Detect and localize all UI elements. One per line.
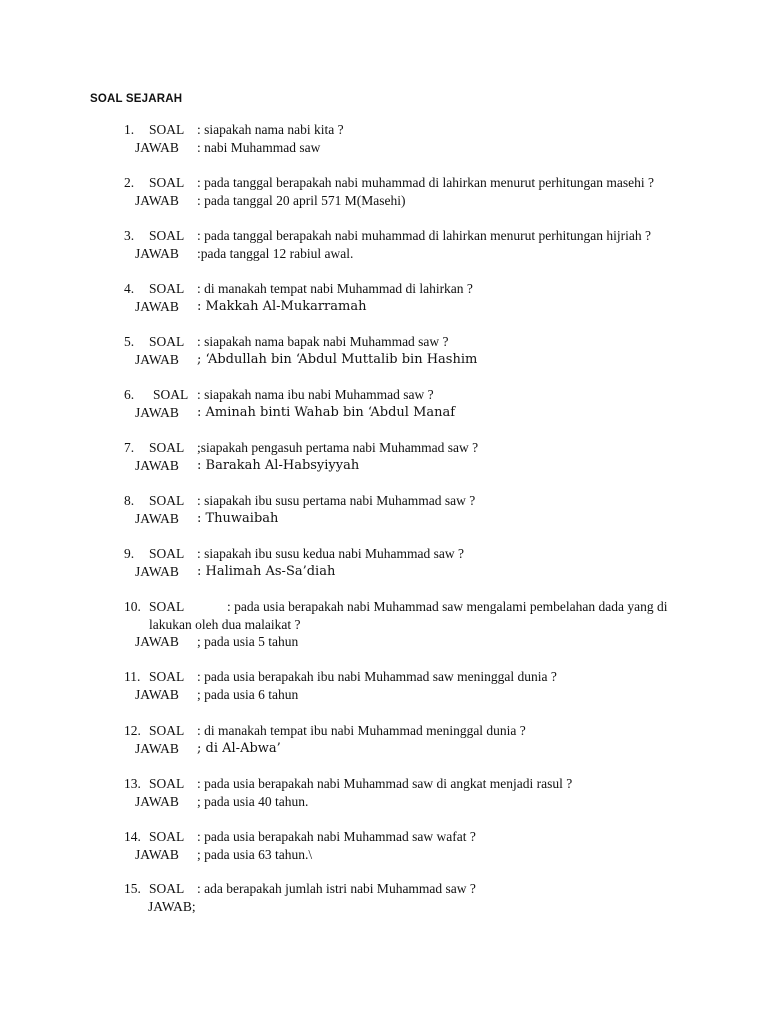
answer-text: ; di Al-Abwa’ [197, 741, 281, 756]
answer-text: ; pada usia 6 tahun [197, 687, 299, 702]
answer-tag: JAWAB [135, 564, 179, 579]
question-tag: SOAL [149, 881, 185, 896]
answer-tag: JAWAB [135, 847, 179, 862]
question-tag: SOAL [149, 723, 185, 738]
answer-tag: JAWAB [135, 193, 179, 208]
question-text: : pada usia berapakah nabi Muhammad saw wafat ? [197, 829, 476, 844]
item-number: 9. [124, 546, 135, 561]
answer-text: ; pada usia 40 tahun. [197, 794, 309, 809]
item-number: 14. [124, 829, 141, 844]
item-number: 6. [124, 387, 135, 402]
question-tag: SOAL [149, 829, 185, 844]
answer-text: ; ‘Abdullah bin ‘Abdul Muttalib bin Hashim [197, 352, 478, 367]
answer-text: : Barakah Al-Habsyiyyah [197, 458, 360, 473]
item-number: 7. [124, 440, 135, 455]
item-number: 15. [124, 881, 141, 896]
item-number: 1. [124, 122, 135, 137]
question-tag: SOAL [149, 599, 185, 614]
item-number: 5. [124, 334, 135, 349]
question-text: : di manakah tempat ibu nabi Muhammad meninggal dunia ? [197, 723, 526, 738]
answer-tag: JAWAB [135, 634, 179, 649]
item-number: 3. [124, 228, 135, 243]
answer-tag: JAWAB [135, 246, 179, 261]
answer-tag: JAWAB [135, 352, 179, 367]
question-tag: SOAL [149, 776, 185, 791]
answer-tag: JAWAB [135, 458, 179, 473]
item-number: 2. [124, 175, 135, 190]
item-number: 11. [124, 669, 141, 684]
answer-text: : nabi Muhammad saw [197, 140, 321, 155]
answer-text: ; pada usia 63 tahun.\ [197, 847, 313, 862]
question-text: : pada usia berapakah ibu nabi Muhammad saw meninggal dunia ? [197, 669, 557, 684]
answer-tag: JAWAB [135, 687, 179, 702]
question-tag: SOAL [149, 281, 185, 296]
answer-text: : pada tanggal 20 april 571 M(Masehi) [197, 193, 406, 208]
answer-text: : Aminah binti Wahab bin ‘Abdul Manaf [197, 405, 456, 420]
question-text: ;siapakah pengasuh pertama nabi Muhammad saw ? [197, 440, 479, 455]
answer-tag: JAWAB [135, 405, 179, 420]
question-text: : siapakah nama nabi kita ? [197, 122, 344, 137]
answer-text: :pada tanggal 12 rabiul awal. [197, 246, 354, 261]
question-text: : siapakah nama bapak nabi Muhammad saw ? [197, 334, 449, 349]
question-tag: SOAL [149, 228, 185, 243]
question-text: : pada tanggal berapakah nabi muhammad di lahirkan menurut perhitungan masehi ? [197, 175, 654, 190]
item-number: 10. [124, 599, 141, 614]
question-text: : pada usia berapakah nabi Muhammad saw di angkat menjadi rasul ? [197, 776, 573, 791]
answer-tag: JAWAB [135, 511, 179, 526]
item-number: 8. [124, 493, 135, 508]
answer-tag: JAWAB [135, 140, 179, 155]
answer-text: : Halimah As-Sa’diah [197, 564, 336, 579]
answer-tag: JAWAB [135, 741, 179, 756]
question-tag: SOAL [149, 669, 185, 684]
question-text: : siapakah ibu susu pertama nabi Muhammad saw ? [197, 493, 476, 508]
question-text: : pada tanggal berapakah nabi muhammad di lahirkan menurut perhitungan hijriah ? [197, 228, 651, 243]
question-text-continued: lakukan oleh dua malaikat ? [149, 617, 301, 632]
question-text: : pada usia berapakah nabi Muhammad saw mengalami pembelahan dada yang di [227, 599, 668, 614]
answer-tag: JAWAB [135, 794, 179, 809]
item-number: 4. [124, 281, 135, 296]
question-text: : di manakah tempat nabi Muhammad di lahirkan ? [197, 281, 473, 296]
item-number: 13. [124, 776, 141, 791]
answer-tag: JAWAB [135, 299, 179, 314]
question-tag: SOAL [149, 122, 185, 137]
question-text: : siapakah nama ibu nabi Muhammad saw ? [197, 387, 434, 402]
question-tag: SOAL [149, 440, 185, 455]
question-tag: SOAL [149, 175, 185, 190]
question-tag: SOAL [149, 334, 185, 349]
question-tag: SOAL [149, 493, 185, 508]
answer-text: : Thuwaibah [197, 511, 279, 526]
item-number: 12. [124, 723, 141, 738]
answer-tag: JAWAB; [148, 899, 196, 914]
question-tag: SOAL [153, 387, 189, 402]
answer-text: : Makkah Al-Mukarramah [197, 299, 367, 314]
answer-text: ; pada usia 5 tahun [197, 634, 299, 649]
question-text: : ada berapakah jumlah istri nabi Muhammad saw ? [197, 881, 476, 896]
question-tag: SOAL [149, 546, 185, 561]
question-text: : siapakah ibu susu kedua nabi Muhammad saw ? [197, 546, 464, 561]
page-title: SOAL SEJARAH [90, 93, 183, 105]
